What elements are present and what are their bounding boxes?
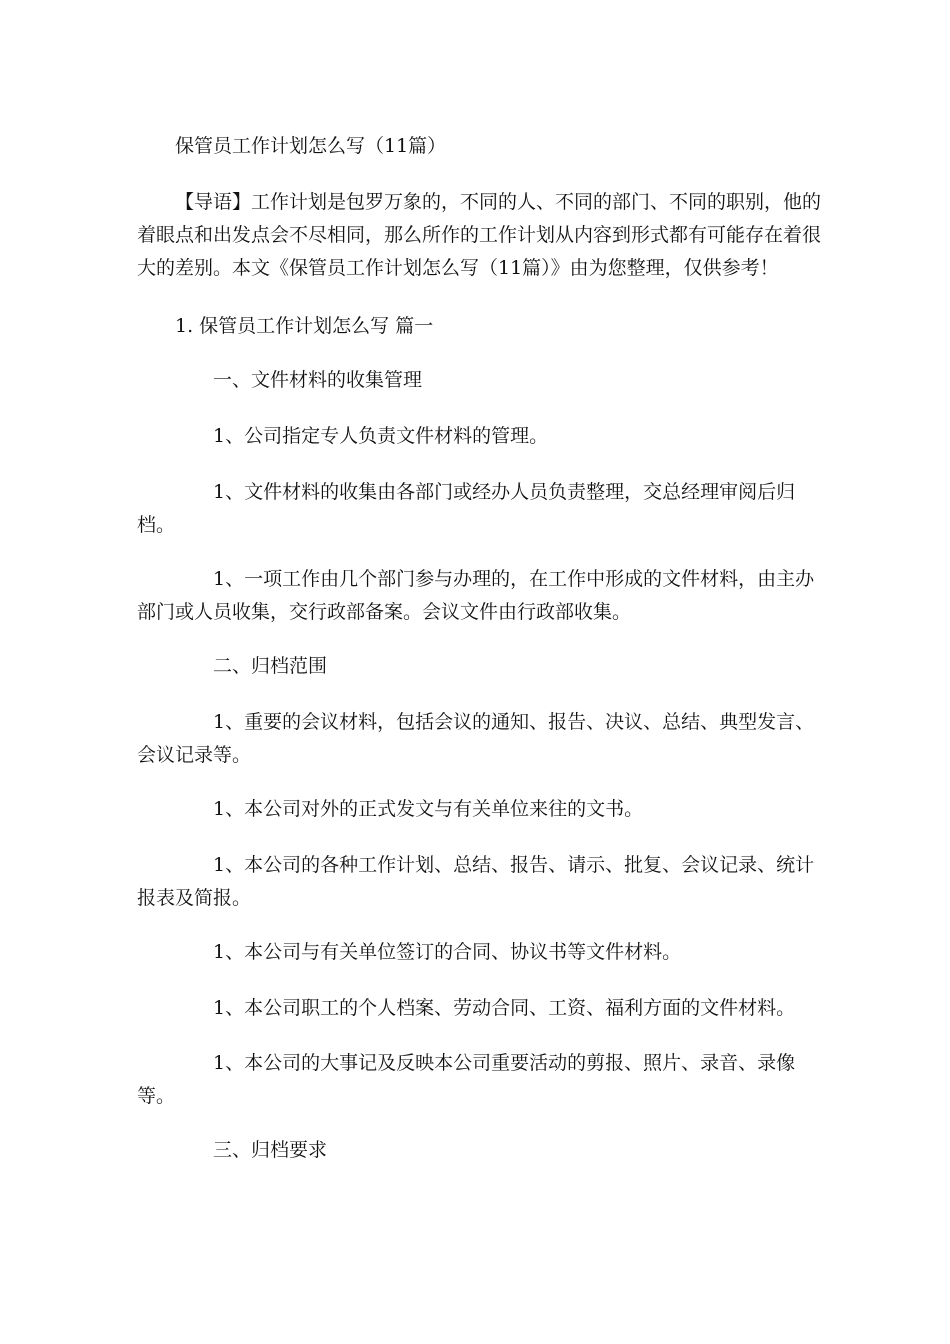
- intro-paragraph: 【导语】工作计划是包罗万象的，不同的人、不同的部门、不同的职别，他的着眼点和出发点会不尽相同，那么所作的工作计划从内容到形式都有可能存在着很大的差别。本文《保管员工作计划怎么写（11篇）》由为您整理，仅供参考！: [137, 191, 822, 279]
- paragraph-9: 1、本公司的大事记及反映本公司重要活动的剪报、照片、录音、录像等。: [137, 1052, 796, 1107]
- document-title: 保管员工作计划怎么写（11篇）: [175, 135, 447, 157]
- paragraph-3: 1、一项工作由几个部门参与办理的，在工作中形成的文件材料，由主办部门或人员收集，交行政部备案。会议文件由行政部收集。: [137, 568, 815, 623]
- paragraph-5: 1、本公司对外的正式发文与有关单位来往的文书。: [213, 798, 644, 820]
- paragraph-2: 1、文件材料的收集由各部门或经办人员负责整理，交总经理审阅后归档。: [137, 481, 796, 536]
- paragraph-6: 1、本公司的各种工作计划、总结、报告、请示、批复、会议记录、统计报表及简报。: [137, 854, 815, 909]
- heading-archive-requirements: 三、归档要求: [213, 1139, 328, 1161]
- paragraph-7: 1、本公司与有关单位签订的合同、协议书等文件材料。: [213, 941, 682, 963]
- section-title: 1. 保管员工作计划怎么写 篇一: [175, 315, 434, 337]
- heading-archive-scope: 二、归档范围: [213, 655, 328, 677]
- paragraph-1: 1、公司指定专人负责文件材料的管理。: [213, 425, 549, 447]
- paragraph-4: 1、重要的会议材料，包括会议的通知、报告、决议、总结、典型发言、会议记录等。: [137, 711, 815, 766]
- paragraph-8: 1、本公司职工的个人档案、劳动合同、工资、福利方面的文件材料。: [213, 997, 796, 1019]
- heading-collection-management: 一、文件材料的收集管理: [213, 369, 423, 391]
